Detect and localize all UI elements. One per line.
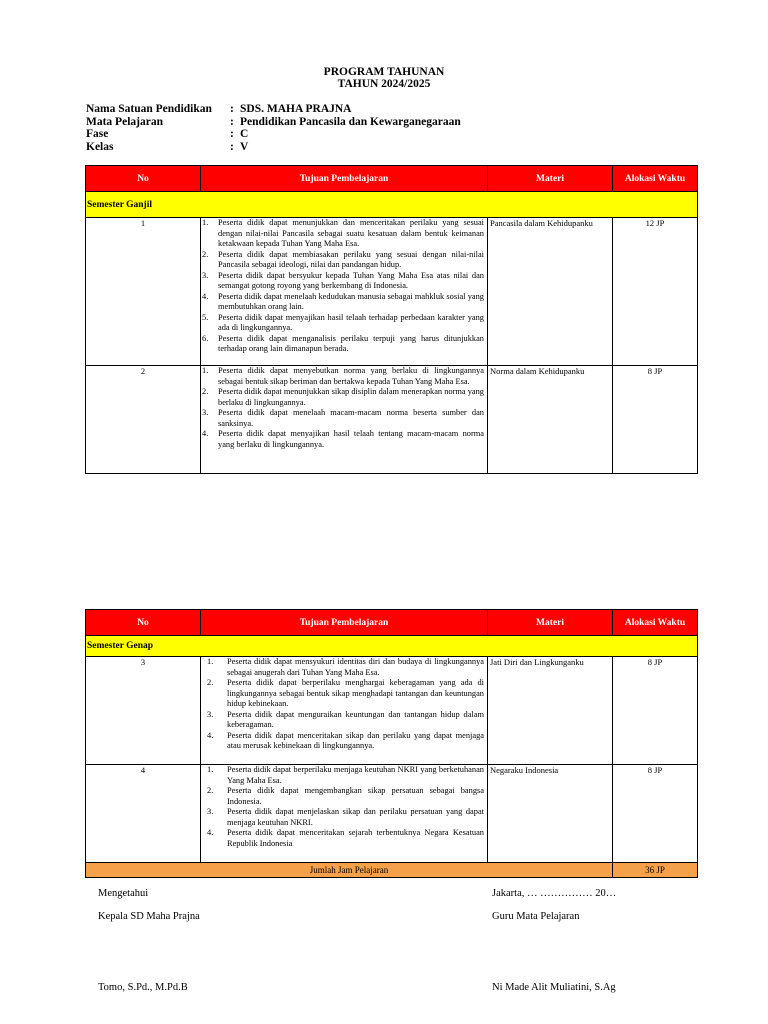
table-header-row [86,610,698,636]
info-label: Kelas [86,140,114,153]
info-label: Fase [86,128,109,141]
info-colon: : [230,115,234,128]
sign-right-role: Guru Mata Pelajaran [492,911,580,922]
identity-block [86,103,461,153]
sign-left-heading: Mengetahui [98,888,149,899]
sign-left-role: Kepala SD Maha Prajna [98,911,200,922]
info-value: SDS. MAHA PRAJNA [240,103,352,115]
materi-cell: Pancasila dalam Kehidupanku [488,218,613,366]
goals-list [201,765,487,849]
alokasi-cell: 12 JP [613,218,698,366]
info-value: C [240,128,249,141]
table-header-row [86,166,698,192]
goal-item: 1. Peserta didik dapat berperilaku menjaga keutuhan NKRI yang berketuhanan Yang Maha Esa. [207,765,484,785]
semester-label: Semester Ganjil [86,192,698,218]
goal-item: 4. Peserta didik dapat menceritakan sikap dan perilaku yang dapat menjaga atau merusak kebinekaan di lingkungannya. [207,730,484,750]
info-row-subject [86,116,461,129]
col-header-materi: Materi [488,166,613,192]
info-value: V [240,140,249,153]
program-table-semester-genap [85,609,698,878]
col-header-no: No [86,166,201,192]
semester-row [86,192,698,218]
col-header-tujuan: Tujuan Pembelajaran [201,610,488,636]
goals-list [201,218,487,355]
materi-cell: Norma dalam Kehidupanku [488,366,613,474]
goal-item: 4. Peserta didik dapat menceritakan sejarah terbentuknya Negara Kesatuan Republik Indonesia [207,828,484,848]
document-year: TAHUN 2024/2025 [337,78,431,90]
info-label: Mata Pelajaran [86,115,163,128]
goal-item: 3. Peserta didik dapat menguraikan keuntungan dan tantangan hidup dalam keberagaman. [207,709,484,729]
alokasi-cell: 8 JP [613,765,698,863]
row-number: 1 [86,218,201,366]
table-row [86,218,698,366]
info-row-phase [86,128,461,141]
alokasi-cell: 8 JP [613,366,698,474]
total-label: Jumlah Jam Pelajaran [86,863,613,878]
goal-item: 2. Peserta didik dapat menunjukkan sikap disiplin dalam menerapkan norma yang berlaku di lingkungannya. [202,387,484,407]
row-number: 3 [86,657,201,765]
goals-cell [201,366,488,474]
goals-list [201,657,487,752]
goal-item: 6. Peserta didik dapat menganalisis perilaku terpuji yang harus ditunjukkan terhadap orang lain dimanapun berada. [202,333,484,353]
table-row [86,366,698,474]
sign-left-name: Tomo, S.Pd., M.Pd.B [98,982,188,993]
sign-right-name: Ni Made Alit Muliatini, S.Ag [492,982,616,993]
alokasi-cell: 8 JP [613,657,698,765]
goal-item: 3. Peserta didik dapat menjelaskan sikap dan perilaku persatuan yang dapat menjaga keutuhan NKRI. [207,807,484,827]
col-header-no: No [86,610,201,636]
goal-item: 4. Peserta didik dapat menelaah kedudukan manusia sebagai mahkluk sosial yang membutuhkan orang lain. [202,291,484,311]
goal-item: 2. Peserta didik dapat membiasakan perilaku yang sesuai dengan nilai-nilai Pancasila sebagai ideologi, nilai dan pandangan hidup. [202,249,484,269]
goal-item: 2. Peserta didik dapat berperilaku menghargai keberagaman yang ada di lingkungannya sebagai bentuk sikap menghadapi tantangan dan keuntungan hidup kebinekaan. [207,678,484,708]
col-header-alokasi: Alokasi Waktu [613,610,698,636]
goal-item: 5. Peserta didik dapat menyajikan hasil telaah terhadap perbedaan karakter yang ada di lingkungannya. [202,312,484,332]
table-row [86,657,698,765]
goal-item: 1. Peserta didik dapat menunjukkan dan menceritakan perilaku yang sesuai dengan nilai-nilai Pancasila sebagai suatu kesatuan dalam bentuk keimanan ketakwaan kepada Tuhan Yang Maha Esa. [202,218,484,248]
col-header-alokasi: Alokasi Waktu [613,166,698,192]
total-value: 36 JP [613,863,698,878]
info-row-class [86,141,461,154]
goal-item: 3. Peserta didik dapat bersyukur kepada Tuhan Yang Maha Esa atas nilai dan semangat gotong royong yang berkembang di Indonesia. [202,270,484,290]
goals-cell [201,765,488,863]
info-colon: : [230,103,234,115]
goals-list [201,366,487,450]
info-colon: : [230,128,234,141]
info-value: Pendidikan Pancasila dan Kewarganegaraan [240,115,461,128]
goals-cell [201,218,488,366]
info-row-school [86,103,461,116]
goal-item: 1. Peserta didik dapat mensyukuri identitas diri dan budaya di lingkungannya sebagai anugerah dari Tuhan Yang Maha Esa. [207,657,484,677]
materi-cell: Negaraku Indonesia [488,765,613,863]
info-colon: : [230,140,234,153]
goal-item: 4. Peserta didik dapat menyajikan hasil telaah tentang macam-macam norma yang berlaku di lingkungannya. [202,429,484,449]
goal-item: 2. Peserta didik dapat mengembangkan sikap persatuan sebagai bangsa Indonesia. [207,786,484,806]
goals-cell [201,657,488,765]
table-row [86,765,698,863]
row-number: 2 [86,366,201,474]
row-number: 4 [86,765,201,863]
program-table-semester-ganjil [85,165,698,474]
document-title: PROGRAM TAHUNAN [323,66,445,78]
col-header-materi: Materi [488,610,613,636]
materi-cell: Jati Diri dan Lingkunganku [488,657,613,765]
goal-item: 3. Peserta didik dapat menelaah macam-macam norma beserta sumber dan sanksinya. [202,408,484,428]
goal-item: 1. Peserta didik dapat menyebutkan norma yang berlaku di lingkungannya sebagai bentuk sikap beriman dan bertakwa kepada Tuhan Yang Maha Esa. [202,366,484,386]
sign-right-place-date: Jakarta, … …………… 20… [492,888,617,899]
col-header-tujuan: Tujuan Pembelajaran [201,166,488,192]
info-label: Nama Satuan Pendidikan [86,103,212,115]
semester-label: Semester Genap [86,636,698,657]
semester-row [86,636,698,657]
total-row [86,863,698,878]
